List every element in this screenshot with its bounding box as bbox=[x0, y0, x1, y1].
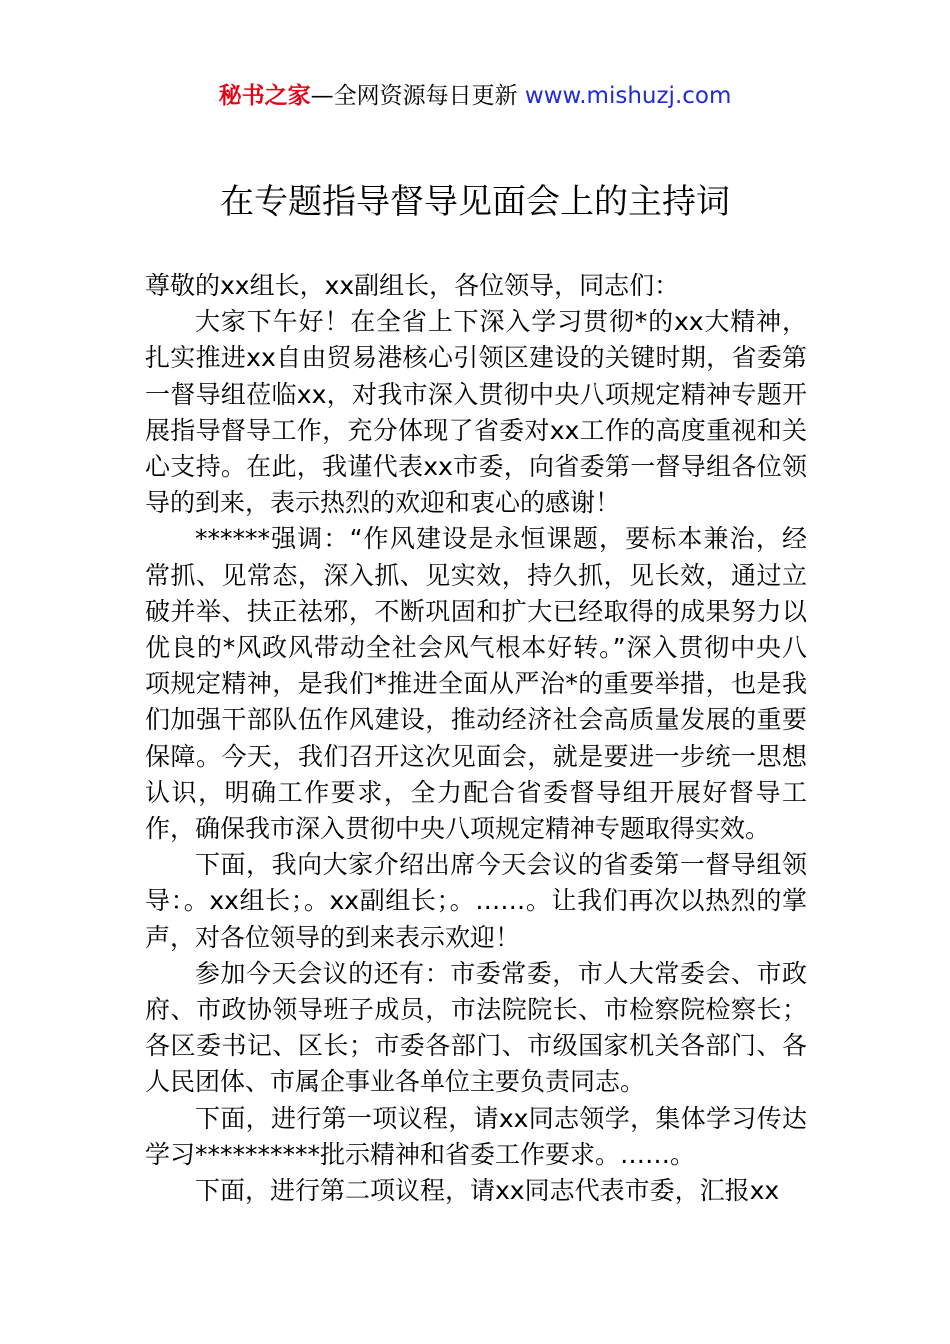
document-title: 在专题指导督导见面会上的主持词 bbox=[220, 182, 730, 222]
paragraph: 下面，进行第二项议程，请xx同志代表市委，汇报xx bbox=[195, 1176, 780, 1206]
salutation: 尊敬的xx组长，xx副组长，各位领导，同志们： bbox=[145, 271, 680, 300]
paragraph: 大家下午好！在全省上下深入学习贯彻*的xx大精神，扎实推进xx自由贸易港核心引领区建设的关键时期，省委第一督导组莅临xx，对我市深入贯彻中央八项规定精神专题开展指导督导工作，充分体现了省委对xx工作的高度重视和关心支持。在此，我谨代表xx市委，向省委第一督导组各位领导的到来，表示热烈的欢迎和衷心的感谢！ bbox=[145, 307, 807, 518]
paragraph: ******强调：“作风建设是永恒课题，要标本兼治，经常抓、见常态，深入抓、见实效，持久抓，见长效，通过立破并举、扶正祛邪，不断巩固和扩大已经取得的成果努力以优良的*风政风带动全社会风气根本好转。”深入贯彻中央八项规定精神，是我们*推进全面从严治*的重要举措，也是我们加强干部队伍作风建设，推动经济社会高质量发展的重要保障。今天，我们召开这次见面会，就是要进一步统一思想认识，明确工作要求，全力配合省委督导组开展好督导工作，确保我市深入贯彻中央八项规定精神专题取得实效。 bbox=[145, 524, 807, 844]
site-url: www.mishuzj.com bbox=[524, 83, 732, 109]
paragraph: 下面，进行第一项议程，请xx同志领学，集体学习传达学习**********批示精神和省委工作要求。……。 bbox=[145, 1103, 807, 1169]
banner-tagline: —全网资源每日更新 bbox=[310, 83, 525, 109]
paragraph: 参加今天会议的还有：市委常委，市人大常委会、市政府、市政协领导班子成员，市法院院长、市检察院检察长；各区委书记、区长；市委各部门、市级国家机关各部门、各人民团体、市属企事业各单位主要负责同志。 bbox=[145, 958, 807, 1097]
brand-name: 秘书之家 bbox=[218, 83, 311, 109]
paragraph: 下面，我向大家介绍出席今天会议的省委第一督导组领导：。xx组长；。xx副组长；。……。让我们再次以热烈的掌声，对各位领导的到来表示欢迎！ bbox=[145, 850, 807, 952]
site-banner bbox=[0, 78, 950, 114]
document-body bbox=[145, 268, 807, 1209]
